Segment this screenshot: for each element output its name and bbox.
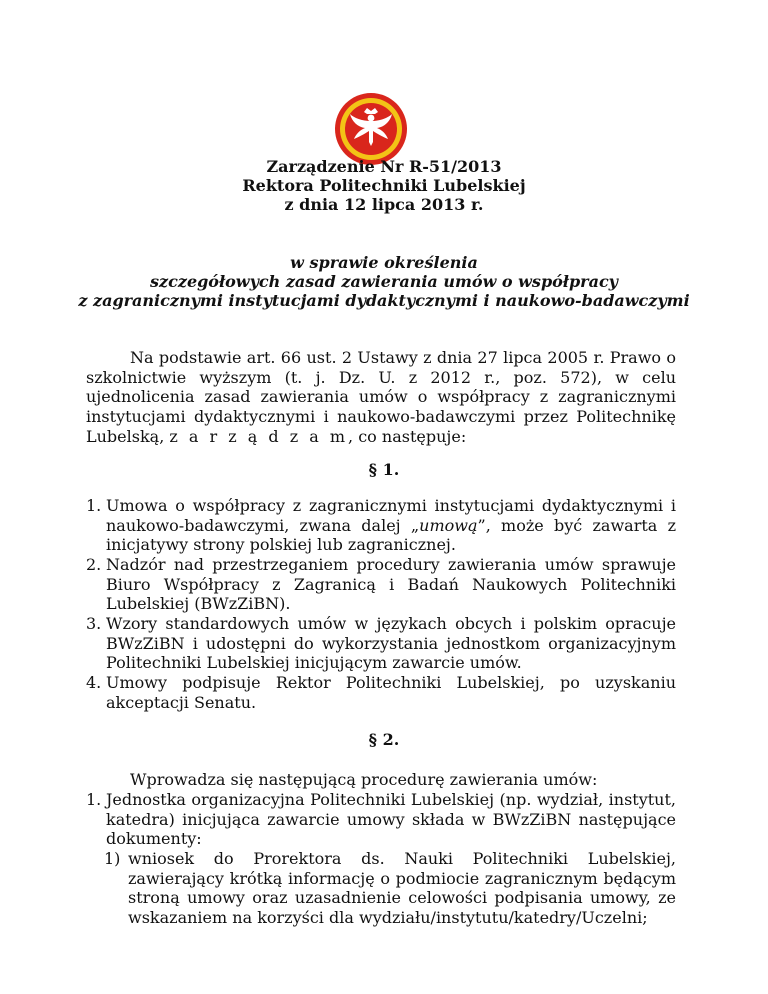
order-date: z dnia 12 lipca 2013 r. [284, 195, 484, 214]
subject-line-2: szczegółowych zasad zawierania umów o współpracy [150, 272, 618, 291]
section-1-item-2 [86, 555, 676, 614]
item-text: Wzory standardowych umów w językach obcych i polskim opracuje BWzZiBN i udostępni do wykorzystania jednostkom organizacyjnym Politechniki Lubelskiej inicjującym zawarcie umów. [106, 614, 676, 673]
order-number: Zarządzenie Nr R-51/2013 [266, 157, 502, 176]
item-number: 4. [86, 673, 102, 692]
issuer-line: Rektora Politechniki Lubelskiej [242, 176, 526, 195]
section-2-subitem-1 [104, 849, 676, 928]
preamble-zarzadzam: z a r z ą d z a m [169, 426, 349, 446]
item-number: 1. [86, 790, 102, 809]
item-text-emphasis: umową [419, 515, 478, 535]
section-1-item-4 [86, 673, 676, 712]
preamble-ending: , co następuje: [348, 426, 467, 446]
section-1-heading: § 1. [368, 460, 400, 479]
item-text: Nadzór nad przestrzeganiem procedury zawierania umów sprawuje Biuro Współpracy z Zagranicą i Badań Naukowych Politechniki Lubelskiej (BWzZiBN). [106, 555, 676, 614]
preamble-paragraph [86, 348, 676, 447]
section-2-intro: Wprowadza się następującą procedurę zawierania umów: [130, 770, 598, 789]
item-number: 1. [86, 496, 102, 515]
section-1-item-3 [86, 614, 676, 673]
item-text-after: ”, może być zawarta z inicjatywy strony polskiej lub zagranicznej. [106, 515, 676, 555]
university-emblem-logo [334, 92, 408, 166]
preamble-text: Na podstawie art. 66 ust. 2 Ustawy z dnia 27 lipca 2005 r. Prawo o szkolnictwie wyższym (t. j. Dz. U. z 2012 r., poz. 572), w celu ujednolicenia zasad zawierania umów o współpracy z zagranicznymi instytucjami dydaktycznymi i naukowo-badawczymi przez Politechnikę Lubelską, [86, 348, 676, 446]
item-text: Jednostka organizacyjna Politechniki Lubelskiej (np. wydział, instytut, katedra) inicjująca zawarcie umowy składa w BWzZiBN następujące dokumenty: [106, 790, 676, 849]
item-text: Umowy podpisuje Rektor Politechniki Lubelskiej, po uzyskaniu akceptacji Senatu. [106, 673, 676, 712]
subject-line-1: w sprawie określenia [290, 253, 478, 272]
section-1-item-1 [86, 496, 676, 555]
item-number: 3. [86, 614, 102, 633]
section-2-heading: § 2. [368, 730, 400, 749]
section-2-item-1 [86, 790, 676, 849]
item-text-before: Umowa o współpracy z zagranicznymi instytucjami dydaktycznymi i naukowo-badawczymi, zwana dalej „ [106, 496, 676, 535]
item-number: 2. [86, 555, 102, 574]
subitem-number: 1) [104, 849, 121, 868]
subitem-text: wniosek do Prorektora ds. Nauki Politechniki Lubelskiej, zawierający krótką informację o podmiocie zagranicznym będącym stroną umowy oraz uzasadnienie celowości podpisania umowy, ze wskazaniem na korzyści dla wydziału/instytutu/katedry/Uczelni; [128, 849, 676, 928]
subject-line-3: z zagranicznymi instytucjami dydaktycznymi i naukowo-badawczymi [78, 291, 690, 310]
